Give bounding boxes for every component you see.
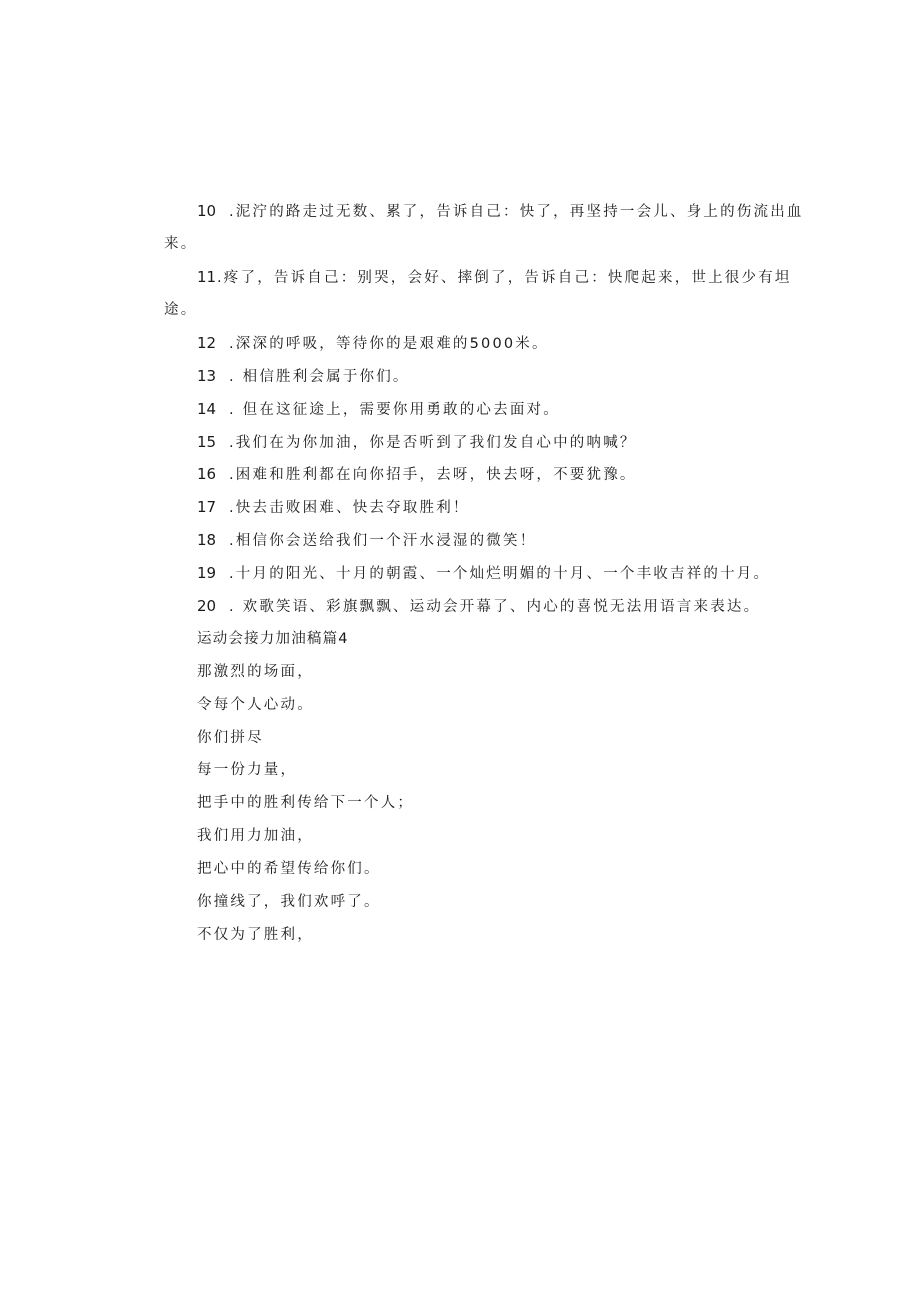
item-number: 13: [197, 367, 217, 385]
item-text: .快去击败困难、快去夺取胜利！: [229, 500, 470, 516]
poem-line: 那激烈的场面，: [197, 664, 314, 680]
list-item: [197, 497, 470, 518]
poem-line: 你们拼尽: [197, 730, 264, 746]
list-item: [197, 432, 637, 453]
list-item: [197, 464, 637, 485]
list-item: [197, 201, 804, 222]
list-item: [197, 267, 792, 288]
item-number: 19: [197, 564, 217, 582]
item-text: . 欢歌笑语、彩旗飘飘、运动会开幕了、内心的喜悦无法用语言来表达。: [229, 599, 761, 615]
item-number: 14: [197, 400, 217, 418]
list-item-continuation: 来。: [164, 236, 198, 252]
item-text: . 相信胜利会属于你们。: [229, 369, 410, 385]
list-item: [197, 366, 410, 387]
item-text: . 但在这征途上，需要你用勇敢的心去面对。: [229, 402, 560, 418]
item-number: 15: [197, 433, 217, 451]
item-number: 18: [197, 531, 217, 549]
section-title: 运动会接力加油稿篇4: [197, 631, 349, 647]
list-item: [197, 596, 760, 617]
list-item: [197, 333, 549, 354]
item-text: .我们在为你加油，你是否听到了我们发自心中的呐喊？: [229, 435, 637, 451]
item-number: 16: [197, 465, 217, 483]
poem-line: 我们用力加油，: [197, 828, 314, 844]
list-item: [197, 530, 536, 551]
poem-line: 令每个人心动。: [197, 697, 314, 713]
item-text: .泥泞的路走过无数、累了，告诉自己：快了，再坚持一会儿、身上的伤流出血: [229, 204, 804, 220]
item-number: 11: [197, 268, 217, 286]
list-item: [197, 399, 560, 420]
poem-line: 把心中的希望传给你们。: [197, 861, 381, 877]
item-text: .十月的阳光、十月的朝霞、一个灿烂明媚的十月、一个丰收吉祥的十月。: [229, 566, 771, 582]
item-number: 10: [197, 202, 217, 220]
list-item: [197, 563, 770, 584]
poem-line: 不仅为了胜利，: [197, 927, 314, 943]
item-text: .疼了，告诉自己：别哭，会好、摔倒了，告诉自己：快爬起来，世上很少有坦: [217, 270, 792, 286]
item-number: 20: [197, 597, 217, 615]
poem-line: 你撞线了，我们欢呼了。: [197, 894, 381, 910]
item-text: .深深的呼吸，等待你的是艰难的5000米。: [229, 336, 549, 352]
list-item-continuation: 途。: [164, 302, 198, 318]
poem-line: 把手中的胜利传给下一个人；: [197, 795, 415, 811]
item-text: .相信你会送给我们一个汗水浸湿的微笑！: [229, 533, 537, 549]
poem-line: 每一份力量，: [197, 762, 298, 778]
item-text: .困难和胜利都在向你招手，去呀，快去呀，不要犹豫。: [229, 467, 637, 483]
item-number: 17: [197, 498, 217, 516]
item-number: 12: [197, 334, 217, 352]
